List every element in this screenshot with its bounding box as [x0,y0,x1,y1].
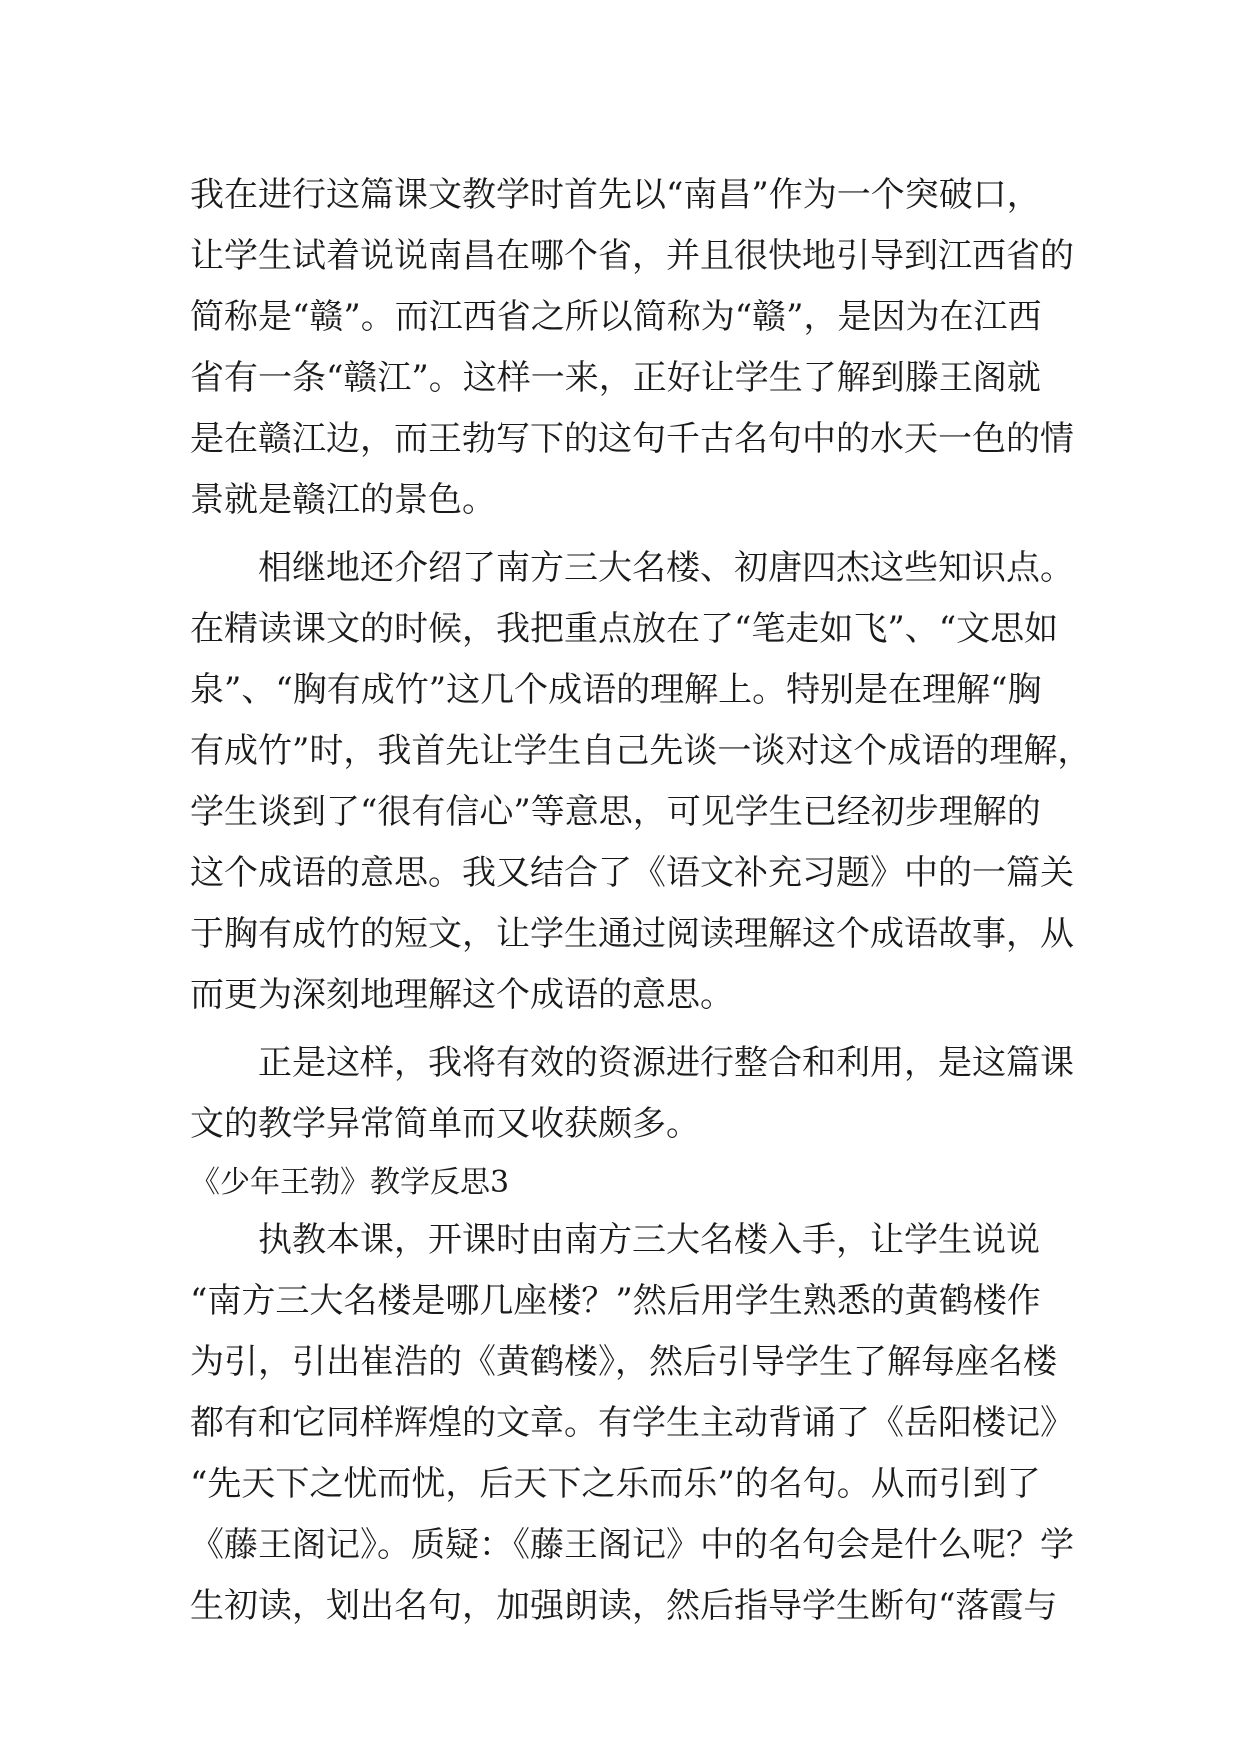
document-body [190,165,1092,1637]
text-line: 有成竹”时，我首先让学生自己先谈一谈对这个成语的理解， [190,731,1092,771]
text-line: “先天下之忧而忧，后天下之乐而乐”的名句。从而引到了 [190,1464,1041,1504]
text-line: 泉”、“胸有成竹”这几个成语的理解上。特别是在理解“胸 [190,670,1042,710]
text-line: 生初读，划出名句，加强朗读，然后指导学生断句“落霞与 [190,1586,1058,1626]
text-line: 学生谈到了“很有信心”等意思，可见学生已经初步理解的 [190,792,1041,832]
text-line: 于胸有成竹的短文，让学生通过阅读理解这个成语故事，从 [190,914,1074,954]
text-line: 《藤王阁记》。质疑：《藤王阁记》中的名句会是什么呢？学 [190,1525,1074,1565]
text-line: 而更为深刻地理解这个成语的意思。 [190,975,734,1015]
text-line: 相继地还介绍了南方三大名楼、初唐四杰这些知识点。 [190,548,1074,588]
text-line: 简称是“赣”。而江西省之所以简称为“赣”，是因为在江西 [190,297,1042,337]
paragraph-gap [190,531,1060,538]
text-line: 都有和它同样辉煌的文章。有学生主动背诵了《岳阳楼记》 [190,1403,1074,1443]
text-line: 在精读课文的时候，我把重点放在了“笔走如飞”、“文思如 [190,609,1059,649]
text-line: “南方三大名楼是哪几座楼？”然后用学生熟悉的黄鹤楼作 [190,1281,1041,1321]
section-heading: 《少年王勃》教学反思3 [190,1165,510,1200]
text-line: 景就是赣江的景色。 [190,480,496,520]
text-line: 我在进行这篇课文教学时首先以“南昌”作为一个突破口， [190,175,1041,215]
text-line: 是在赣江边，而王勃写下的这句千古名句中的水天一色的情 [190,419,1074,459]
text-line: 为引，引出崔浩的《黄鹤楼》，然后引导学生了解每座名楼 [190,1342,1057,1382]
text-line: 文的教学异常简单而又收获颇多。 [190,1104,700,1144]
paragraph-gap [190,1026,1060,1033]
text-line: 正是这样，我将有效的资源进行整合和利用，是这篇课 [190,1043,1074,1083]
text-line: 让学生试着说说南昌在哪个省，并且很快地引导到江西省的 [190,236,1074,276]
text-line: 省有一条“赣江”。这样一来，正好让学生了解到滕王阁就 [190,358,1041,398]
text-line: 执教本课，开课时由南方三大名楼入手，让学生说说 [190,1220,1040,1260]
text-line: 这个成语的意思。我又结合了《语文补充习题》中的一篇关 [190,853,1074,893]
